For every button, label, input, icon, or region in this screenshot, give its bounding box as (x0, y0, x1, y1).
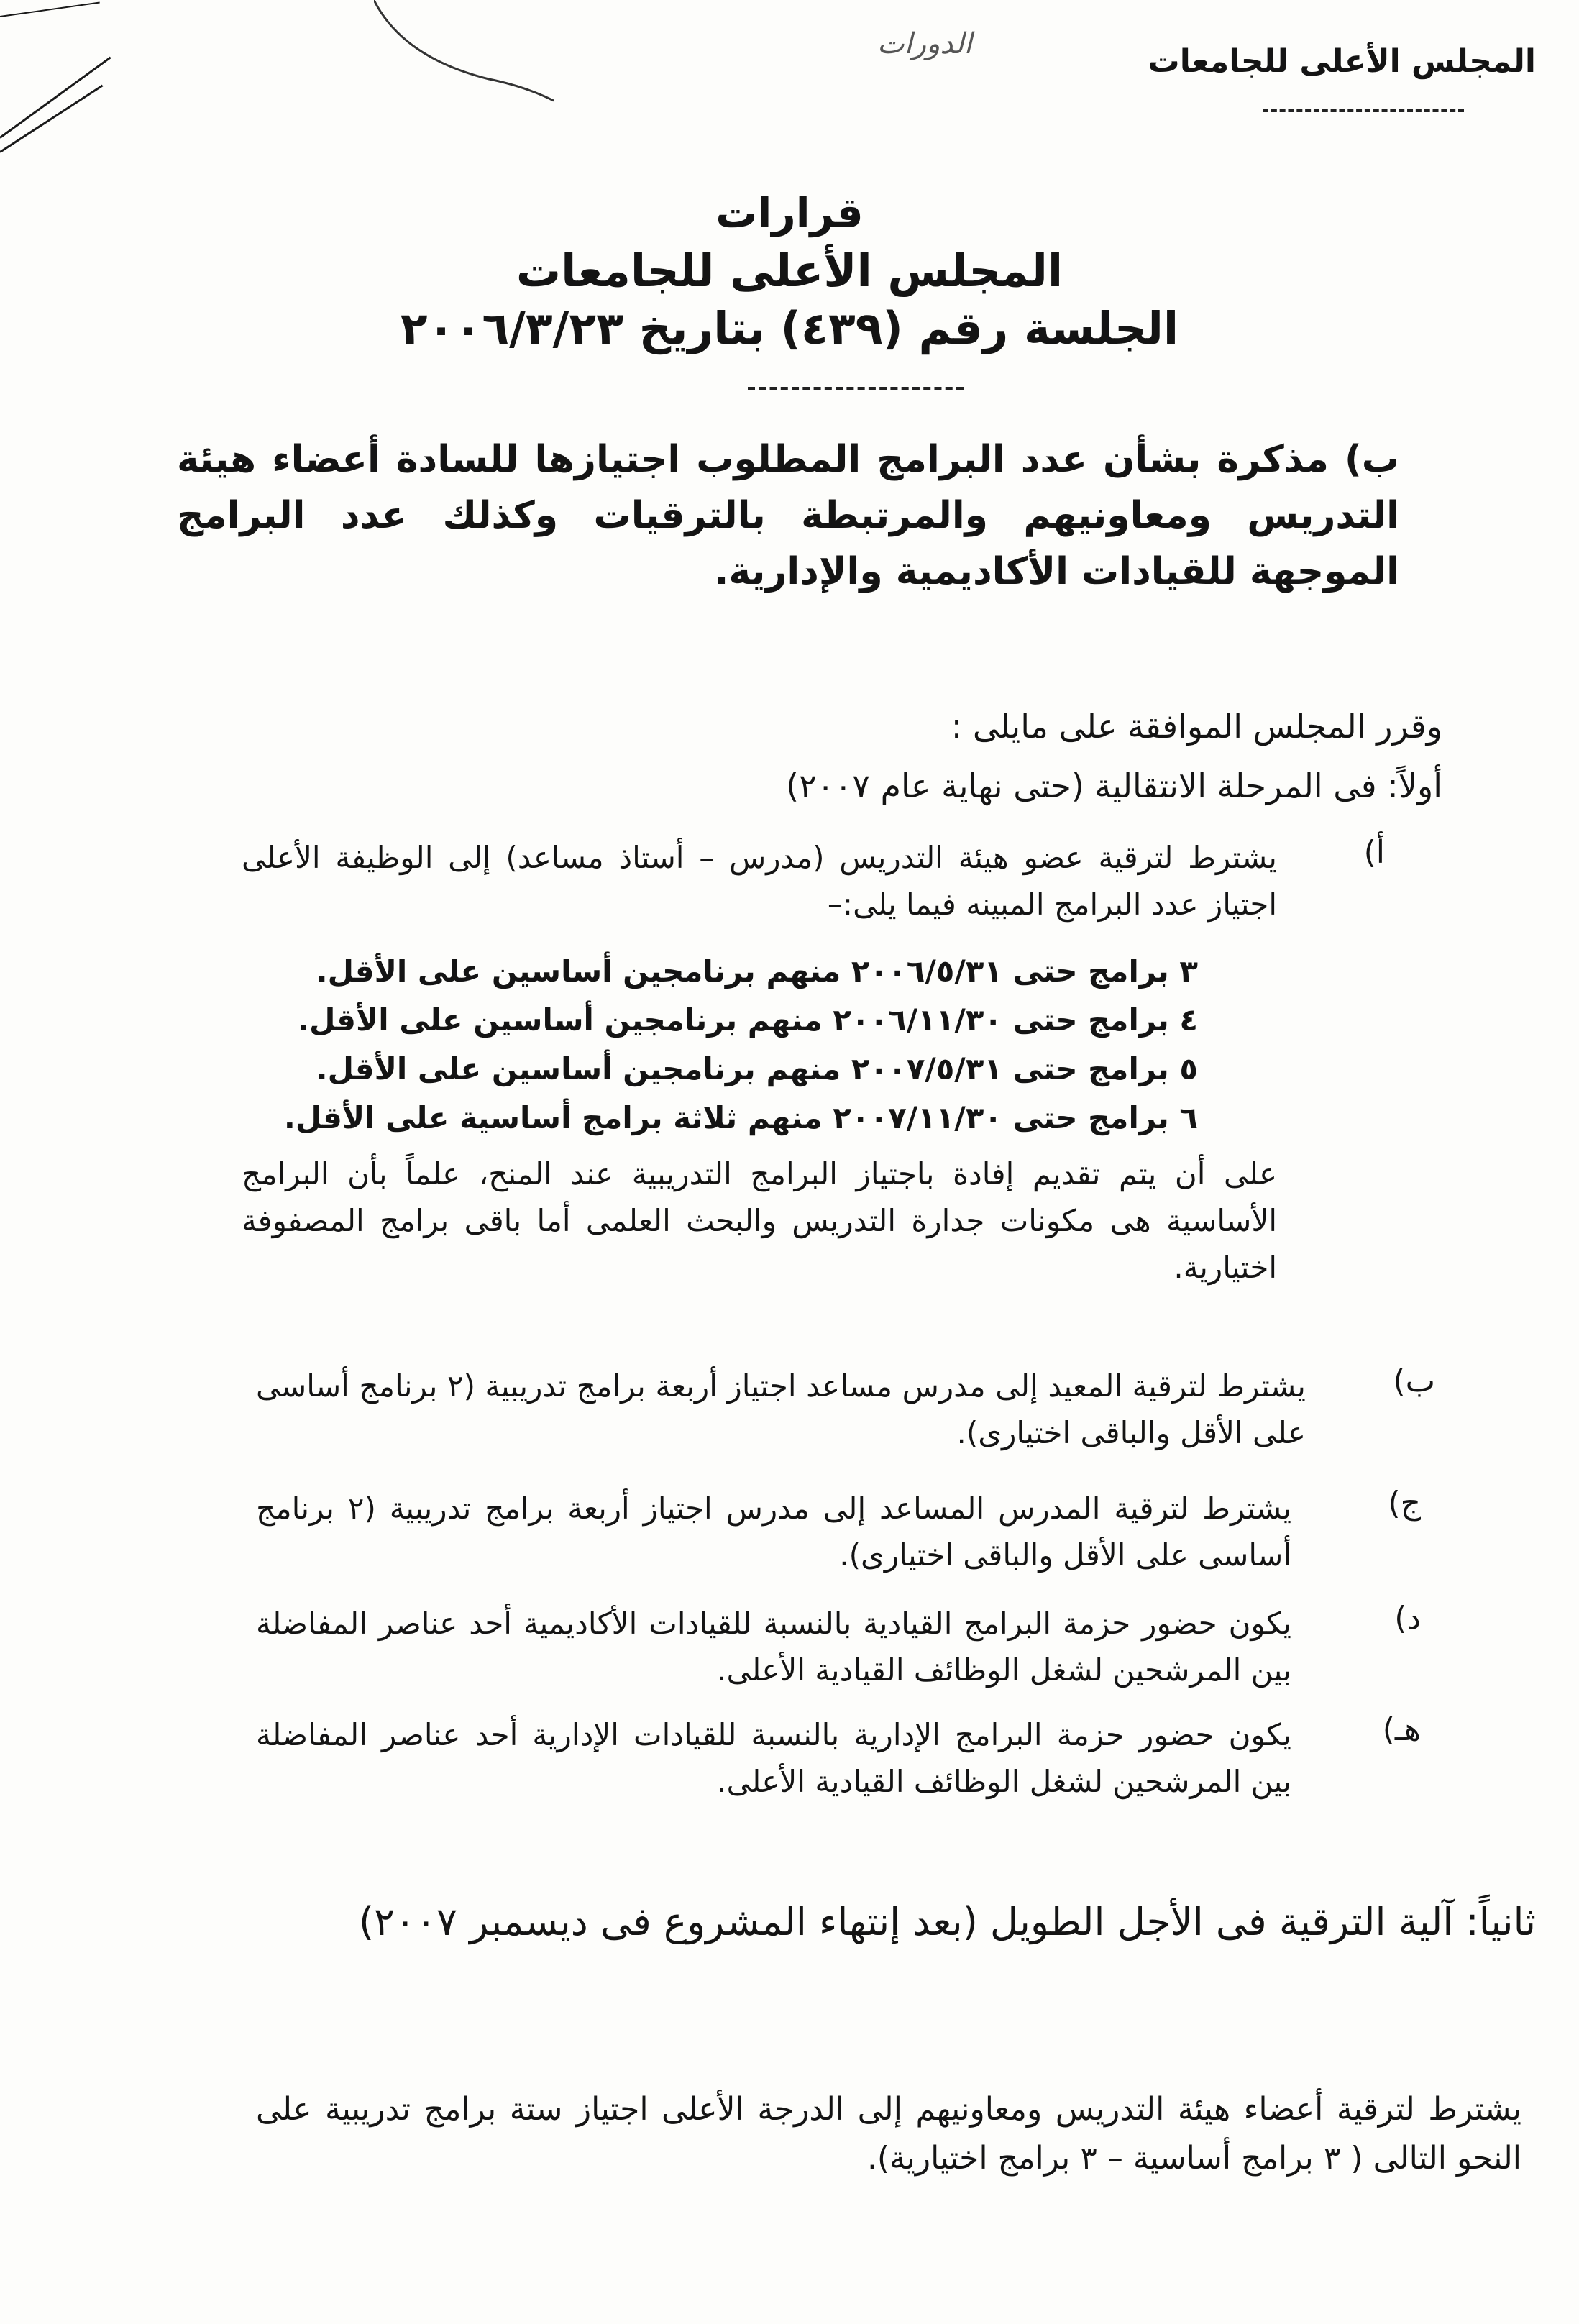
item-text: يكون حضور حزمة البرامج القيادية بالنسبة للقيادات الأكاديمية أحد عناصر المفاضلة بين المرشحين لشغل الوظائف القيادية الأعلى. (256, 1606, 1291, 1688)
title-underline (748, 387, 964, 390)
first-heading: أولاً: فى المرحلة الانتقالية (حتى نهاية عام ٢٠٠٧) (786, 767, 1442, 805)
program-line: ٥ برامج حتى ٢٠٠٧/٥/٣١ منهم برنامجين أساسين على الأقل. (316, 1051, 1198, 1086)
scan-curve-mark (374, 0, 561, 108)
item-letter: أ) (1363, 834, 1385, 871)
title-line-1: قرارات (715, 188, 864, 237)
program-line: ٤ برامج حتى ٢٠٠٦/١١/٣٠ منهم برنامجين أساسين على الأقل. (298, 1002, 1198, 1038)
program-line: ٣ برامج حتى ٢٠٠٦/٥/٣١ منهم برنامجين أساسين على الأقل. (316, 953, 1198, 989)
item-letter: د) (1394, 1600, 1421, 1637)
title-line-2: المجلس الأعلى للجامعات (516, 244, 1063, 297)
item-text: يشترط لترقية عضو هيئة التدريس (مدرس – أستاذ مساعد) إلى الوظيفة الأعلى اجتياز عدد البرامج المبينه فيما يلى:– (242, 840, 1277, 923)
item-text: يشترط لترقية المعيد إلى مدرس مساعد اجتياز أربعة برامج تدريبية (٢ برنامج أساسى على الأقل والباقى اختيارى). (256, 1368, 1306, 1451)
scan-edge-line (0, 57, 111, 139)
second-heading: ثانياً: آلية الترقية فى الأجل الطويل (بعد إنتهاء المشروع فى ديسمبر ٢٠٠٧) (358, 1899, 1536, 1944)
item-letter: هـ) (1382, 1711, 1421, 1748)
scan-edge-line (0, 85, 103, 153)
handwritten-note: الدورات (877, 27, 972, 60)
item-text: يشترط لترقية المدرس المساعد إلى مدرس اجتياز أربعة برامج تدريبية (٢ برنامج أساسى على الأقل والباقى اختيارى). (256, 1491, 1292, 1573)
memo-text: ب) مذكرة بشأن عدد البرامج المطلوب اجتيازها للسادة أعضاء هيئة التدريس ومعاونيهم والمرتبطة بالترقيات وكذلك عدد البرامج الموجهة للقيادات الأكاديمية والإدارية. (177, 438, 1399, 593)
item-letter: ب) (1393, 1363, 1435, 1399)
item-text: يكون حضور حزمة البرامج الإدارية بالنسبة للقيادات الإدارية أحد عناصر المفاضلة بين المرشحين لشغل الوظائف القيادية الأعلى. (256, 1717, 1291, 1800)
title-line-3: الجلسة رقم (٤٣٩) بتاريخ ٢٠٠٦/٣/٢٣ (400, 302, 1179, 354)
organization-header: المجلس الأعلى للجامعات (1148, 43, 1536, 80)
item-letter: ج) (1388, 1485, 1421, 1522)
item-note: على أن يتم تقديم إفادة باجتياز البرامج التدريبية عند المنح، علماً بأن البرامج الأساسية هى مكونات جدارة التدريس والبحث العلمى أما باقى برامج المصفوفة اختيارية. (242, 1156, 1277, 1286)
second-text: يشترط لترقية أعضاء هيئة التدريس ومعاونيهم إلى الدرجة الأعلى اجتياز ستة برامج تدريبية على النحو التالى ( ٣ برامج أساسية – ٣ برامج اختيارية). (256, 2091, 1521, 2177)
header-underline (1263, 109, 1464, 112)
scan-edge-line (0, 2, 100, 17)
program-line: ٦ برامج حتى ٢٠٠٧/١١/٣٠ منهم ثلاثة برامج أساسية على الأقل. (283, 1100, 1198, 1135)
decision-intro: وقرر المجلس الموافقة على مايلى : (951, 707, 1442, 746)
